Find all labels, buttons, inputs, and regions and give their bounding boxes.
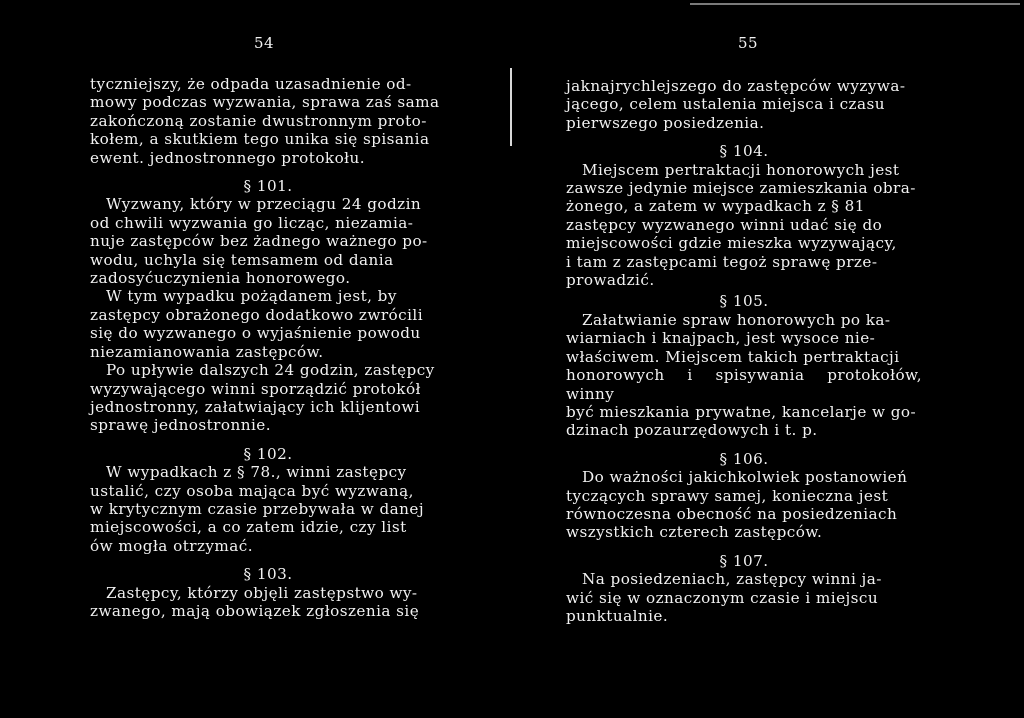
text-line: jącego, celem ustalenia miejsca i czasu (566, 95, 885, 114)
section-heading-107: § 107. (719, 551, 769, 570)
text-line: Po upływie dalszych 24 godzin, zastępcy (106, 361, 435, 380)
text-line: jednostronny, załatwiający ich klijentowi (90, 397, 421, 416)
section-heading-103: § 103. (243, 565, 293, 584)
text-line: Do ważności jakichkolwiek postanowień (582, 468, 908, 487)
text-line: jaknajrychlejszego do zastępców wyzywa- (566, 77, 906, 95)
text-line: zawsze jedynie miejsce zamieszkania obra- (566, 179, 916, 198)
text-line: Zastępcy, którzy objęli zastępstwo wy- (106, 583, 418, 602)
page-number-right: 55 (738, 34, 759, 52)
text-line: równoczesna obecność na posiedzeniach (566, 504, 898, 523)
section-heading-105: § 105. (719, 292, 769, 311)
text-line: wodu, uchyla się temsamem od dania (90, 250, 394, 269)
text-line: sprawę jednostronnie. (90, 416, 271, 435)
section-heading-101: § 101. (243, 177, 293, 196)
text-line: punktualnie. (566, 606, 669, 625)
text-line: miejscowości, a co zatem idzie, czy list (90, 518, 407, 537)
text-line: tyczących sprawy samej, konieczna jest (566, 486, 889, 505)
text-line: w krytycznym czasie przebywała w danej (90, 499, 424, 518)
text-line: ewent. jednostronnego protokołu. (90, 148, 366, 167)
section-heading-106: § 106. (719, 449, 769, 468)
text-line: nuje zastępców bez żadnego ważnego po- (90, 232, 428, 251)
page-number-left: 54 (254, 34, 275, 52)
paragraph (90, 361, 446, 435)
text-line: ustalić, czy osoba mająca być wyzwaną, (90, 481, 414, 500)
left-page-text (90, 75, 446, 620)
section-heading-104: § 104. (719, 142, 769, 161)
text-line: zastępcy wyzwanego winni udać się do (566, 215, 883, 234)
text-line: niezamianowania zastępców. (90, 342, 324, 361)
paragraph (566, 77, 922, 132)
text-line: być mieszkania prywatne, kancelarje w go- (566, 402, 917, 421)
text-line: Wyzwany, który w przeciągu 24 godzin (106, 195, 422, 214)
paragraph (90, 584, 446, 621)
text-line: kołem, a skutkiem tego unika się spisania (90, 130, 430, 149)
text-line: właściwem. Miejscem takich pertraktacji (566, 347, 900, 366)
text-line: W tym wypadku pożądanem jest, by (106, 287, 397, 306)
page-divider-line (510, 68, 512, 146)
text-line: od chwili wyzwania go licząc, niezamia- (90, 213, 414, 232)
text-line: żonego, a zatem w wypadkach z § 81 (566, 197, 865, 216)
text-line: Miejscem pertraktacji honorowych jest (582, 160, 900, 179)
paragraph (90, 287, 446, 361)
text-line: tyczniejszy, że odpada uzasadnienie od- (90, 75, 412, 93)
paragraph (566, 570, 922, 625)
paragraph (566, 161, 922, 290)
left-page (90, 0, 446, 718)
text-line: miejscowości gdzie mieszka wyzywający, (566, 234, 897, 253)
right-page (566, 0, 922, 718)
text-line: prowadzić. (566, 271, 655, 290)
text-line: W wypadkach z § 78., winni zastępcy (106, 463, 407, 482)
text-line: wszystkich czterech zastępców. (566, 523, 823, 542)
text-line: mowy podczas wyzwania, sprawa zaś sama (90, 93, 440, 112)
text-line: wić się w oznaczonym czasie i miejscu (566, 588, 879, 607)
text-line: zadosyćuczynienia honorowego. (90, 269, 351, 288)
text-line: pierwszego posiedzenia. (566, 113, 765, 132)
text-line: zakończoną zostanie dwustronnym proto- (90, 111, 427, 130)
text-line: wyzywającego winni sporządzić protokół (90, 379, 421, 398)
paragraph (566, 468, 922, 542)
paragraph (90, 75, 446, 167)
section-heading-102: § 102. (243, 444, 293, 463)
paragraph (566, 311, 922, 440)
text-line: wiarniach i knajpach, jest wysoce nie- (566, 329, 876, 348)
text-line: zastępcy obrażonego dodatkowo zwrócili (90, 305, 424, 324)
text-line: Na posiedzeniach, zastępcy winni ja- (582, 570, 882, 589)
paragraph (90, 195, 446, 287)
text-line: dzinach pozaurzędowych i t. p. (566, 421, 818, 440)
text-line: ów mogła otrzymać. (90, 536, 254, 555)
text-line: zwanego, mają obowiązek zgłoszenia się (90, 601, 420, 620)
text-line: się do wyzwanego o wyjaśnienie powodu (90, 324, 421, 343)
right-page-text (566, 77, 922, 625)
paragraph (90, 463, 446, 555)
text-line: i tam z zastępcami tegoż sprawę prze- (566, 252, 878, 271)
text-line: honorowych i spisywania protokołów, winny (566, 366, 922, 403)
text-line: Załatwianie spraw honorowych po ka- (582, 310, 891, 329)
